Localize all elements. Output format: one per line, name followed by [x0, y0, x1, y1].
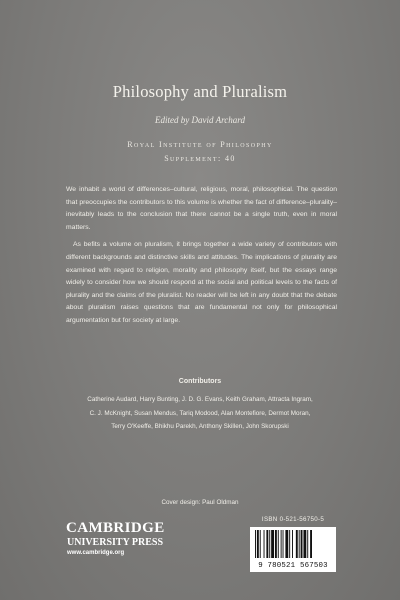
contributors-line: Terry O'Keeffe, Bhikhu Parekh, Anthony Skillen, John Skorupski [111, 423, 289, 431]
publisher-logo [66, 520, 186, 558]
barcode-bar [310, 530, 312, 558]
publisher-press: UNIVERSITY PRESS [67, 537, 164, 548]
barcode-bar [283, 530, 284, 558]
book-title: Philosophy and Pluralism [112, 82, 288, 101]
blurb-paragraph-1: We inhabit a world of differences–cultural, religious, moral, philosophical. The question that preoccupies the contributors to this volume is whether the fact of difference–plurality–inevitably leads to the conclusion that there cannot be a single truth, even in moral matters. [66, 186, 337, 231]
barcode-bar [296, 530, 298, 558]
barcode-bar [271, 530, 274, 558]
barcode-bar [285, 530, 288, 558]
barcode-bars [250, 527, 336, 560]
barcode-bar [281, 530, 282, 558]
barcode-bar [257, 530, 259, 558]
cover-design-credit: Cover design: Paul Oldman [161, 499, 239, 506]
barcode-bar [255, 530, 256, 558]
barcode-bar [292, 530, 293, 558]
contributors-line: Catherine Audard, Harry Bunting, J. D. G. Evans, Keith Graham, Attracta Ingram, [87, 396, 313, 403]
barcode-bar [264, 530, 265, 558]
publisher-name: CAMBRIDGE [66, 520, 165, 536]
barcode-bar [275, 530, 277, 558]
barcode-bar [266, 530, 268, 558]
series-name: Royal Institute of Philosophy [127, 140, 273, 149]
contributors-line: C. J. McKnight, Susan Mendus, Tariq Modood, Alan Montefiore, Dermot Moran, [89, 409, 311, 417]
series-supplement: Supplement: 40 [164, 154, 236, 163]
barcode-bar [307, 530, 308, 558]
publisher-url: www.cambridge.org [67, 550, 125, 556]
editor-credit: Edited by David Archard [155, 115, 245, 125]
barcode-bar [299, 530, 300, 558]
isbn-label: ISBN 0-521-56750-5 [261, 516, 325, 523]
barcode-bar [278, 530, 279, 558]
contributors-list [60, 393, 340, 434]
barcode-number: 9 780521 567503 [250, 560, 336, 572]
barcode-bar [289, 530, 290, 558]
blurb-paragraph-2: As befits a volume on pluralism, it brings together a wide variety of contributors with different backgrounds and distinctive skills and attitudes. The implications of plurality are examined with regard to religion, morality and philosophy itself, but the essays range widely to consider how we should respond at the social and political levels to the facts of plurality and the claims of the pluralist. No reader will be left in any doubt that the debate about pluralism raises questions that are fundamental not only for philosophical argumentation but for society at large. [66, 241, 337, 324]
contributors-heading: Contributors [178, 378, 222, 385]
barcode-bar [301, 530, 303, 558]
barcode-bar [269, 530, 270, 558]
barcode-bar [303, 530, 306, 558]
series-info [0, 138, 400, 166]
blurb [66, 184, 337, 333]
barcode-bar [260, 530, 261, 558]
